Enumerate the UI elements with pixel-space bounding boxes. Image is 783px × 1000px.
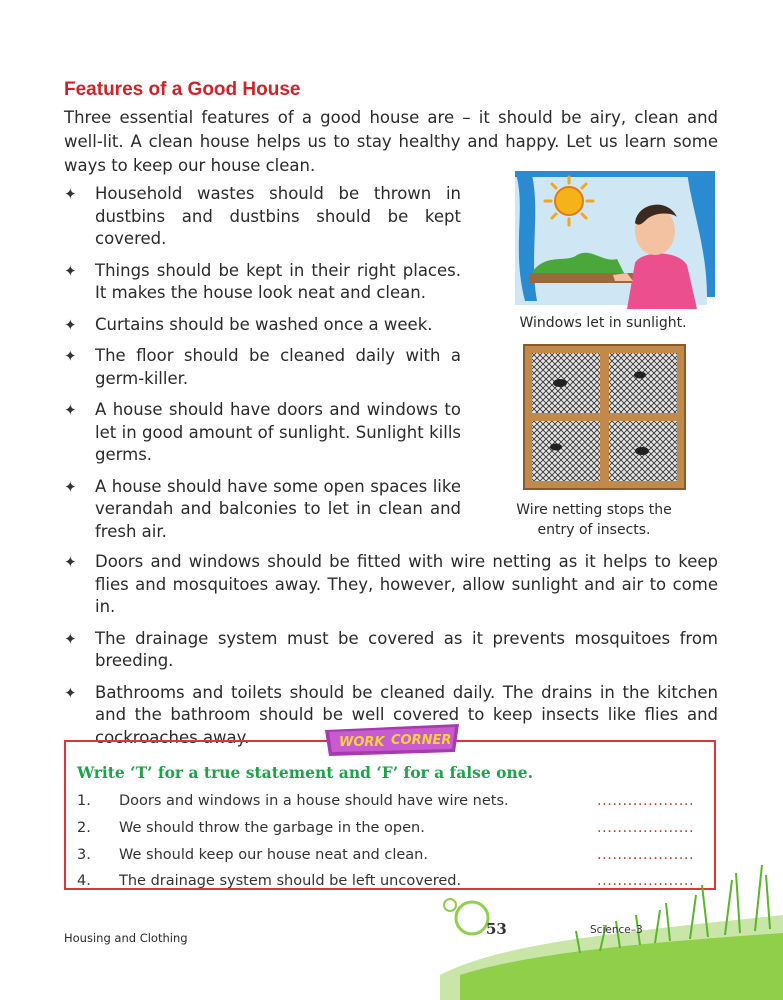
list-item: ✦ Doors and windows should be fitted with wire netting as it helps to keep flies and mosquitoes away. They, however, allow sunlight and air to come in. xyxy=(64,552,718,616)
four-point-star-icon: ✦ xyxy=(64,261,77,280)
answer-blank[interactable]: ................... xyxy=(597,793,695,809)
list-item: ✦ A house should have doors and windows to let in good amount of sunlight. Sunlight kills germs. xyxy=(64,400,461,464)
wire-netting-window-illustration xyxy=(522,343,687,491)
four-point-star-icon: ✦ xyxy=(64,629,77,648)
intro-paragraph: Three essential features of a good house are – it should be airy, clean and well-lit. A clean house helps us to stay healthy and happy. Let us learn some ways to keep our house clean. xyxy=(64,108,718,175)
chapter-label: Housing and Clothing xyxy=(64,931,188,945)
list-item: ✦ Things should be kept in their right places. It makes the house look neat and clean. xyxy=(64,260,461,302)
work-instruction: Write ‘T’ for a true statement and ‘F’ for a false one. xyxy=(77,763,534,782)
four-point-star-icon: ✦ xyxy=(64,401,77,419)
answer-blank[interactable]: ................... xyxy=(597,820,695,836)
badge-word-corner: CORNER xyxy=(391,733,452,748)
bullet-list-narrow xyxy=(64,183,461,552)
four-point-star-icon: ✦ xyxy=(64,553,77,571)
four-point-star-icon: ✦ xyxy=(64,477,77,496)
list-item: ✦ Household wastes should be thrown in dustbins and dustbins should be kept covered. xyxy=(64,184,461,248)
list-item: ✦ A house should have some open spaces like verandah and balconies to let in clean and fresh air. xyxy=(64,476,461,541)
page-number: 53 xyxy=(486,920,507,938)
four-point-star-icon: ✦ xyxy=(64,315,77,334)
list-item: ✦ Bathrooms and toilets should be cleaned daily. The drains in the kitchen and the bathroom should be well covered to keep insects like flies and cockroaches away. xyxy=(64,682,718,747)
subject-label: Science–3 xyxy=(590,924,643,936)
sunlight-caption: Windows let in sunlight. xyxy=(519,315,687,331)
badge-word-work: WORK xyxy=(339,735,385,750)
four-point-star-icon: ✦ xyxy=(64,347,77,365)
list-item: ✦ The drainage system must be covered as it prevents mosquitoes from breeding. xyxy=(64,628,718,670)
netting-caption: Wire netting stops the entry of insects. xyxy=(516,502,672,538)
work-corner-badge xyxy=(321,722,463,756)
answer-blank[interactable]: ................... xyxy=(597,873,695,889)
sunlight-window-illustration xyxy=(507,167,717,309)
list-item: ✦ The floor should be cleaned daily with a germ-killer. xyxy=(64,346,461,388)
four-point-star-icon: ✦ xyxy=(64,185,77,203)
answer-blank[interactable]: ................... xyxy=(597,847,695,863)
four-point-star-icon: ✦ xyxy=(64,683,77,702)
list-item: ✦ Curtains should be washed once a week. xyxy=(64,314,461,337)
section-title: Features of a Good House xyxy=(64,79,301,100)
